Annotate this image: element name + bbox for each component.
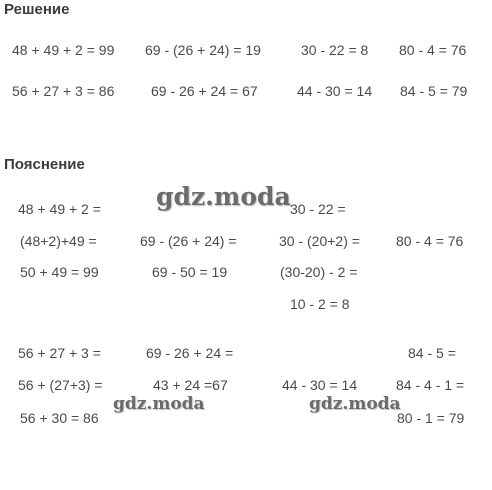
watermark-logo: gdz.moda bbox=[156, 182, 291, 211]
explanation-step: 56 + (27+3) = bbox=[18, 377, 103, 393]
explanation-step: 80 - 4 = 76 bbox=[396, 233, 464, 249]
solution-expression: 48 + 49 + 2 = 99 bbox=[12, 42, 115, 58]
explanation-step: 30 - 22 = bbox=[290, 201, 346, 217]
watermark-logo: gdz.moda bbox=[309, 394, 401, 414]
explanation-step: (48+2)+49 = bbox=[20, 233, 97, 249]
watermark-logo: gdz.moda bbox=[113, 394, 205, 414]
solution-expression: 44 - 30 = 14 bbox=[297, 83, 373, 99]
solution-expression: 30 - 22 = 8 bbox=[301, 42, 369, 58]
solution-heading: Решение bbox=[4, 1, 70, 18]
explanation-step: 50 + 49 = 99 bbox=[20, 264, 99, 280]
explanation-step: 56 + 27 + 3 = bbox=[18, 345, 101, 361]
explanation-step: 48 + 49 + 2 = bbox=[18, 201, 101, 217]
explanation-step: 80 - 1 = 79 bbox=[397, 410, 465, 426]
explanation-heading: Пояснение bbox=[4, 156, 85, 173]
explanation-step: 56 + 30 = 86 bbox=[20, 410, 99, 426]
explanation-step: 69 - (26 + 24) = bbox=[140, 233, 237, 249]
solution-expression: 69 - (26 + 24) = 19 bbox=[145, 42, 261, 58]
solution-expression: 56 + 27 + 3 = 86 bbox=[12, 83, 115, 99]
solution-expression: 80 - 4 = 76 bbox=[399, 42, 467, 58]
explanation-step: 43 + 24 =67 bbox=[153, 377, 228, 393]
solution-expression: 69 - 26 + 24 = 67 bbox=[151, 83, 258, 99]
explanation-step: 30 - (20+2) = bbox=[279, 233, 360, 249]
solution-expression: 84 - 5 = 79 bbox=[400, 83, 468, 99]
explanation-step: 69 - 50 = 19 bbox=[152, 264, 228, 280]
explanation-step: (30-20) - 2 = bbox=[280, 264, 358, 280]
explanation-step: 84 - 5 = bbox=[408, 345, 456, 361]
explanation-step: 44 - 30 = 14 bbox=[282, 377, 358, 393]
explanation-step: 69 - 26 + 24 = bbox=[146, 345, 234, 361]
explanation-step: 10 - 2 = 8 bbox=[290, 296, 350, 312]
explanation-step: 84 - 4 - 1 = bbox=[396, 377, 465, 393]
